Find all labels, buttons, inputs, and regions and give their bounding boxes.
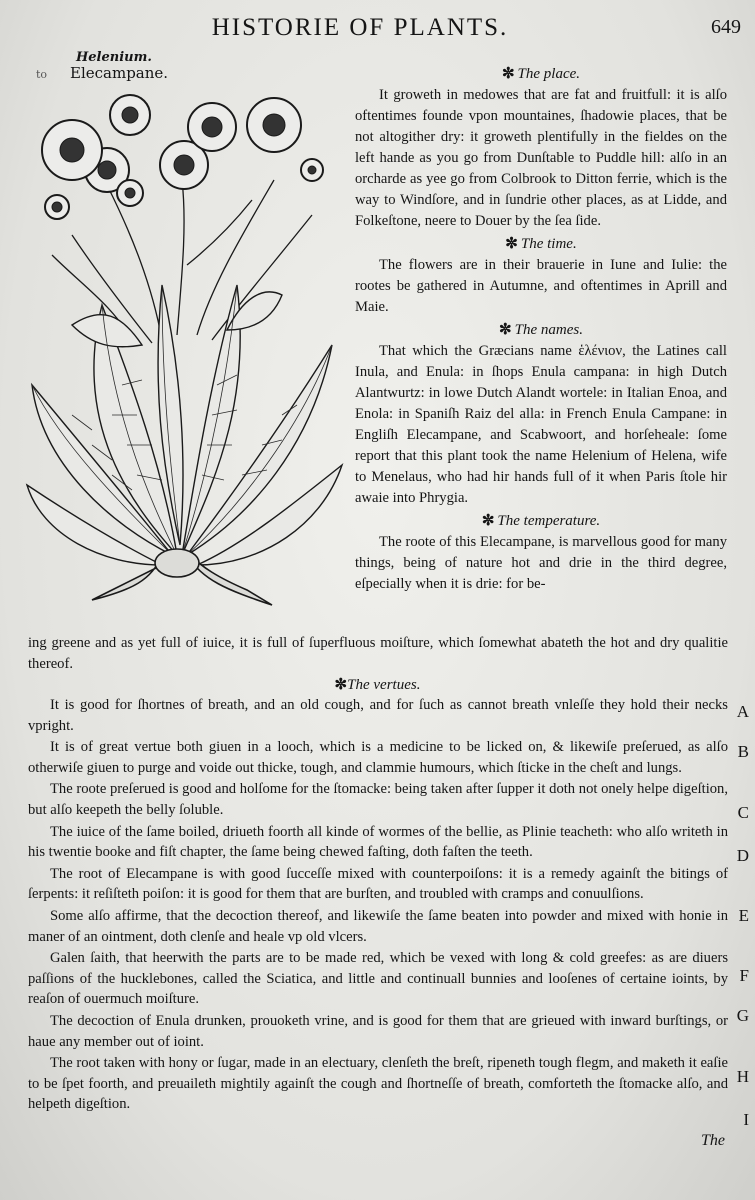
vertue-item: Galen ſaith, that heerwith the parts are to be made red, which be vexed with long & cold greefes: as are diuers paſſions of the hucklebones, called the Sciatica, and little and continuall bunnies and looſenes of certaine ioints, by reaſon of ouermuch moiſture. (28, 950, 728, 1008)
margin-letter: B (737, 742, 749, 761)
margin-letter: D (736, 846, 749, 865)
page-number: 649 (711, 16, 741, 38)
margin-letter: F (739, 966, 749, 985)
section-text-names: That which the Græcians name ἑλένιον, the Latines call Inula, and Enula: in ſhops Enula campana: in high Dutch Alantwurtz: in lowe Dutch Alandt wortele: in Italian Enoa, and Enola: in Spaniſh Raiz del alla: in French Enula Campane: in Engliſh Elecampane, and Scabwoort, and horſeheale: ſome report that this plant took the name Helenium of Helena, wife to Menelaus, who had hir hands full of it when Paris ſtole hir awaie into Phrygia. (355, 343, 727, 506)
section-head-vertues: ✼The vertues. (334, 677, 421, 693)
margin-letter: I (743, 1110, 749, 1129)
vertue-item: It is of great vertue both giuen in a looch, which is a medicine to be licked on, & likewiſe preſerued, as alſo otherwiſe giuen to purge and voide out thicke, tough, and clammie humours, which ſticke in the cheſt and lungs. (28, 739, 728, 776)
catchword: The (701, 1132, 725, 1149)
margin-letters (729, 0, 749, 1200)
vertue-item: Some alſo affirme, that the decoction thereof, and likewiſe the ſame beaten into powder and mixed with honie in maner of an ointment, doth clenſe and heale vp old vlcers. (28, 907, 728, 945)
margin-letter: C (737, 803, 749, 822)
section-head-temperature: ✼ The temperature. (481, 513, 601, 529)
temperature-continuation (28, 633, 728, 674)
vertue-item: It is good for ſhortnes of breath, and an old cough, and for ſuch as cannot breath vnleſſe they hold their necks vpright. (28, 697, 728, 734)
section-head-names: ✼ The names. (499, 322, 583, 338)
margin-letter: A (736, 702, 749, 721)
margin-letter: E (738, 906, 749, 925)
section-text-temperature: The roote of this Elecampane, is marvellous good for many things, being of nature hot and drie in the third degree, eſpecially when it is drie: for be- (355, 534, 727, 592)
plant-english-name: Elecampane. (70, 64, 169, 82)
vertue-item: The iuice of the ſame boiled, driueth foorth all kinde of wormes of the bellie, as Plinie teacheth: who alſo writeth in his twentie booke and fiſt chapter, the ſame being chewed faſting, doth faſten the teeth. (28, 823, 728, 861)
margin-letter: G (736, 1006, 749, 1025)
right-column (355, 62, 727, 595)
flower-heads (42, 95, 323, 219)
margin-note: to (36, 68, 48, 81)
section-head-time: ✼ The time. (505, 236, 577, 252)
leaves (27, 285, 342, 565)
section-text-place: It groweth in medowes that are fat and fruitfull: it is alſo oftentimes founde vpon mountaines, ſhadowie places, that be not altogither dry: it groweth plentifully in the fieldes on the left hande as you go from Dunſtable to Puddle hill: alſo in an orcharde as yee go from Colbrook to Ditton ferrie, which is the way to Windſore, and in ſundrie other places, as at Lidde, and Folkeſtone, neere to Douer by the ſea ſide. (355, 87, 727, 229)
vertue-item: The root taken with hony or ſugar, made in an electuary, clenſeth the breſt, ripeneth tough flegm, and maketh it eaſie to be ſpet foorth, and preuaileth mightily againſt the cough and ſhortneſſe of breath, comforteth the ſtomacke alſo, and helpeth digeſtion. (28, 1055, 728, 1113)
vertue-item: The decoction of Enula drunken, prouoketh vrine, and is good for them that are grieued with inward burſtings, or haue any member out of ioint. (28, 1012, 728, 1050)
temperature-continuation-text: ing greene and as yet full of iuice, it is full of ſuperfluous moiſture, which ſomewhat abateth the hot and dry qualitie thereof. (28, 635, 728, 672)
vertue-item: The roote preſerued is good and holſome for the ſtomacke: being taken after ſupper it doth not onely helpe digeſtion, but alſo keepeth the belly ſoluble. (28, 781, 728, 818)
margin-letter: H (736, 1067, 749, 1086)
plant-latin-name: Helenium. (76, 50, 152, 65)
section-text-time: The flowers are in their brauerie in Iune and Iulie: the rootes be gathered in Autumne, and oftentimes in Aprill and Maie. (355, 257, 727, 315)
vertue-item: The root of Elecampane is with good ſucceſſe mixed with counterpoiſons: it is a remedy againſt the bitings of ſerpents: it reſiſteth poiſon: it is good for them that are burſten, and troubled with cramps and conuulſions. (28, 865, 728, 903)
vertues-list (28, 695, 728, 1116)
elecampane-woodcut-illustration (12, 85, 347, 610)
section-head-place: ✼ The place. (501, 66, 581, 82)
running-head: HISTORIE OF PLANTS. (211, 14, 509, 41)
